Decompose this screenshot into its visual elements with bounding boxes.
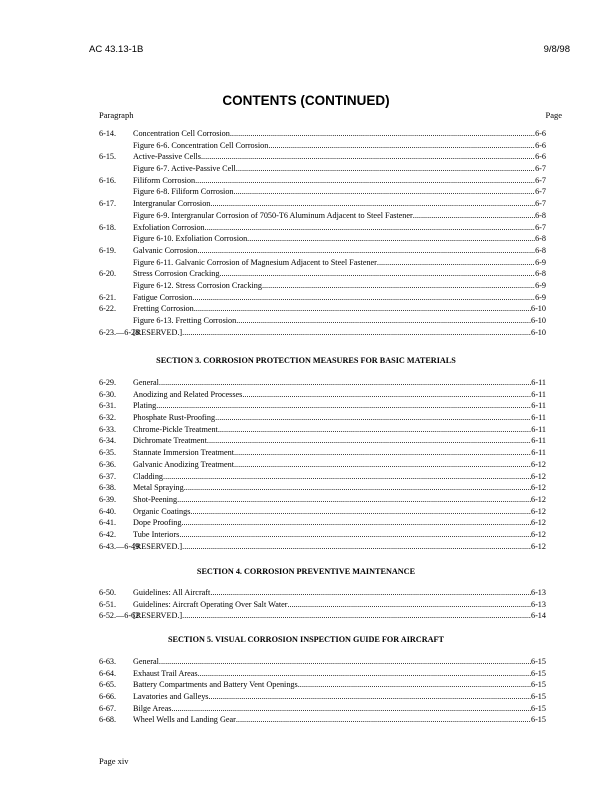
- toc-page-number: 6-11: [531, 448, 546, 458]
- toc-paragraph-number: 6-65.: [99, 680, 117, 690]
- dot-leader: [198, 668, 531, 680]
- toc-paragraph-number: 6-67.: [99, 703, 117, 713]
- toc-figure-entry[interactable]: [99, 186, 546, 198]
- toc-page-number: 6-7: [535, 222, 546, 232]
- dot-leader: [159, 656, 531, 668]
- toc-paragraph-number: 6-43.—6-49.: [99, 541, 142, 551]
- toc-entry-title: Intergranular Corrosion: [133, 199, 211, 209]
- toc-paragraph-number: 6-40.: [99, 506, 117, 516]
- dot-leader: [182, 327, 531, 339]
- toc-entry[interactable]: [99, 400, 546, 412]
- toc-page-number: 6-9: [535, 257, 546, 267]
- toc-page-number: 6-10: [530, 327, 546, 337]
- section-3-heading: SECTION 3. CORROSION PROTECTION MEASURES FOR BASIC MATERIALS: [156, 356, 456, 365]
- toc-page-number: 6-7: [535, 199, 546, 209]
- toc-entry-title: Stannate Immersion Treatment: [133, 448, 234, 458]
- toc-entry-title: Guidelines: All Aircraft: [133, 588, 211, 597]
- dot-leader: [171, 703, 531, 715]
- toc-entry[interactable]: [99, 459, 546, 471]
- toc-entry-title: Guidelines: Aircraft Operating Over Salt Water: [133, 599, 288, 609]
- page-title: CONTENTS (CONTINUED): [222, 93, 390, 108]
- toc-entry-title: Fatigue Corrosion: [133, 292, 193, 302]
- toc-page-number: 6-12: [530, 494, 546, 504]
- dot-leader: [194, 303, 531, 315]
- dot-leader: [247, 233, 535, 245]
- toc-paragraph-number: 6-64.: [99, 668, 117, 678]
- toc-page-number: 6-11: [531, 413, 546, 423]
- toc-entry[interactable]: [99, 599, 546, 611]
- dot-leader: [242, 389, 531, 401]
- toc-paragraph-number: 6-33.: [99, 424, 117, 434]
- toc-entry-title: General: [133, 657, 159, 666]
- toc-entry[interactable]: [99, 389, 546, 401]
- toc-page-number: 6-8: [535, 245, 546, 255]
- toc-paragraph-number: 6-42.: [99, 529, 117, 539]
- dot-leader: [210, 198, 535, 210]
- toc-paragraph-number: 6-30.: [99, 389, 117, 399]
- toc-entry[interactable]: [99, 679, 546, 691]
- dot-leader: [159, 377, 531, 389]
- toc-paragraph-number: 6-38.: [99, 483, 117, 493]
- toc-entry[interactable]: [99, 268, 546, 280]
- toc-paragraph-number: 6-17.: [99, 199, 117, 209]
- dot-leader: [230, 128, 535, 140]
- toc-paragraph-number: 6-50.: [99, 588, 117, 597]
- toc-page-number: 6-6: [535, 140, 546, 150]
- toc-page-number: 6-9: [535, 292, 546, 302]
- toc-figure-entry[interactable]: [99, 210, 546, 222]
- toc-entry-title: Cladding: [133, 471, 164, 481]
- toc-entry[interactable]: [99, 447, 546, 459]
- dot-leader: [195, 175, 535, 187]
- dot-leader: [184, 482, 531, 494]
- toc-entry-title: Figure 6-12. Stress Corrosion Cracking: [133, 280, 262, 290]
- toc-entry-title: Figure 6-11. Galvanic Corrosion of Magnesium Adjacent to Steel Fastener: [133, 257, 377, 267]
- toc-entry[interactable]: [99, 222, 546, 234]
- toc-entry[interactable]: [99, 506, 546, 518]
- toc-entry[interactable]: [99, 494, 546, 506]
- toc-entry[interactable]: [99, 175, 546, 187]
- toc-entry-title: [RESERVED.]: [133, 541, 183, 551]
- toc-page-number: 6-11: [531, 378, 546, 387]
- dot-leader: [236, 163, 535, 175]
- toc-entry[interactable]: [99, 703, 546, 715]
- toc-entry-title: Figure 6-13. Fretting Corrosion: [133, 316, 237, 325]
- toc-entry-title: Filiform Corrosion: [133, 175, 196, 185]
- toc-entry[interactable]: [99, 691, 546, 703]
- toc-entry-title: Exhaust Trail Areas: [133, 668, 198, 678]
- toc-page-number: 6-6: [535, 152, 546, 162]
- toc-paragraph-number: 6-29.: [99, 378, 117, 387]
- toc-paragraph-number: 6-35.: [99, 448, 117, 458]
- toc-entry-title: Exfoliation Corrosion: [133, 222, 205, 232]
- dot-leader: [190, 506, 531, 518]
- toc-entry-title: Lavatories and Galleys: [133, 692, 209, 702]
- toc-page-number: 6-15: [530, 703, 546, 713]
- toc-paragraph-number: 6-19.: [99, 245, 117, 255]
- toc-page-number: 6-11: [531, 389, 546, 399]
- toc-paragraph-number: 6-68.: [99, 715, 117, 725]
- document-id: AC 43.13-1B: [89, 44, 144, 55]
- toc-page-number: 6-15: [530, 668, 546, 678]
- toc-figure-entry[interactable]: [99, 140, 546, 152]
- toc-paragraph-number: 6-63.: [99, 657, 117, 666]
- toc-page-number: 6-7: [535, 187, 546, 197]
- toc-page-number: 6-10: [530, 304, 546, 314]
- dot-leader: [210, 587, 531, 599]
- toc-entry[interactable]: [99, 303, 546, 315]
- toc-entry[interactable]: [99, 482, 546, 494]
- dot-leader: [201, 151, 535, 163]
- dot-leader: [236, 714, 531, 726]
- toc-page-number: 6-12: [530, 529, 546, 539]
- toc-entry-title: Figure 6-8. Filiform Corrosion: [133, 187, 234, 197]
- toc-entry[interactable]: [99, 587, 546, 599]
- toc-entry[interactable]: [99, 424, 546, 436]
- toc-paragraph-number: 6-52.—6-62.: [99, 611, 142, 621]
- dot-leader: [218, 424, 531, 436]
- toc-page-number: 6-12: [530, 541, 546, 551]
- toc-page-number: 6-6: [535, 129, 546, 138]
- dot-leader: [262, 280, 535, 292]
- toc-paragraph-number: 6-51.: [99, 599, 117, 609]
- toc-entry[interactable]: [99, 541, 546, 553]
- toc-entry-title: Dope Proofing: [133, 518, 182, 528]
- dot-leader: [179, 529, 531, 541]
- toc-paragraph-number: 6-16.: [99, 175, 117, 185]
- toc-entry-title: Stress Corrosion Cracking: [133, 269, 220, 279]
- dot-leader: [219, 268, 535, 280]
- toc-section-5: [99, 656, 546, 726]
- toc-page-number: 6-15: [530, 657, 546, 666]
- toc-page-number: 6-9: [535, 280, 546, 290]
- toc-page-number: 6-12: [530, 506, 546, 516]
- dot-leader: [298, 679, 531, 691]
- toc-entry[interactable]: [99, 471, 546, 483]
- toc-entry-title: Plating: [133, 401, 157, 411]
- toc-page-number: 6-12: [530, 459, 546, 469]
- toc-entry[interactable]: [99, 292, 546, 304]
- paragraph-column-header: Paragraph: [99, 110, 134, 120]
- toc-entry[interactable]: [99, 245, 546, 257]
- toc-section-4: [99, 587, 546, 622]
- toc-paragraph-number: 6-37.: [99, 471, 117, 481]
- toc-paragraph-number: 6-15.: [99, 152, 117, 162]
- toc-entry-title: Fretting Corrosion: [133, 304, 194, 314]
- dot-leader: [182, 610, 531, 622]
- toc-page-number: 6-11: [531, 401, 546, 411]
- toc-figure-entry[interactable]: [99, 163, 546, 175]
- toc-figure-entry[interactable]: [99, 233, 546, 245]
- toc-entry[interactable]: [99, 377, 546, 389]
- toc-entry-title: Dichromate Treatment: [133, 436, 207, 446]
- toc-entry-title: Organic Coatings: [133, 506, 191, 516]
- toc-page-number: 6-11: [531, 436, 546, 446]
- toc-paragraph-number: 6-23.—6-28.: [99, 327, 142, 337]
- toc-entry-title: Chrome-Pickle Treatment: [133, 424, 218, 434]
- toc-figure-entry[interactable]: [99, 280, 546, 292]
- toc-entry[interactable]: [99, 412, 546, 424]
- toc-entry-title: Figure 6-9. Intergranular Corrosion of 7050-T6 Aluminum Adjacent to Steel Fastener: [133, 210, 413, 220]
- toc-figure-entry[interactable]: [99, 315, 546, 327]
- document-date: 9/8/98: [543, 44, 570, 55]
- toc-page-number: 6-12: [530, 483, 546, 493]
- toc-entry-title: Metal Spraying: [133, 483, 184, 493]
- toc-page-number: 6-11: [531, 424, 546, 434]
- section-4-heading: SECTION 4. CORROSION PREVENTIVE MAINTENANCE: [196, 567, 416, 576]
- toc-entry[interactable]: [99, 327, 546, 339]
- dot-leader: [163, 471, 531, 483]
- toc-entry-title: Galvanic Corrosion: [133, 245, 198, 255]
- toc-page-number: 6-12: [530, 518, 546, 528]
- toc-entry[interactable]: [99, 714, 546, 726]
- toc-entry-title: Concentration Cell Corrosion: [133, 129, 230, 138]
- toc-paragraph-number: 6-21.: [99, 292, 117, 302]
- toc-entry-title: Figure 6-7. Active-Passive Cell: [133, 164, 236, 174]
- dot-leader: [192, 292, 535, 304]
- toc-paragraph-number: 6-22.: [99, 304, 117, 314]
- dot-leader: [182, 541, 531, 553]
- toc-paragraph-number: 6-18.: [99, 222, 117, 232]
- toc-entry-title: Anodizing and Related Processes: [133, 389, 243, 399]
- toc-entry-title: Bilge Areas: [133, 703, 172, 713]
- toc-entry-title: Active-Passive Cells: [133, 152, 201, 162]
- toc-section-3: [99, 377, 546, 552]
- toc-paragraph-number: 6-31.: [99, 401, 117, 411]
- toc-entry-title: General: [133, 378, 159, 387]
- toc-entry-title: Battery Compartments and Battery Vent Openings: [133, 680, 298, 690]
- toc-entry-title: Tube Interiors: [133, 529, 180, 539]
- dot-leader: [413, 210, 535, 222]
- toc-entry-title: [RESERVED.]: [133, 327, 183, 337]
- toc-entry[interactable]: [99, 151, 546, 163]
- toc-figure-entry[interactable]: [99, 257, 546, 269]
- toc-entry[interactable]: [99, 198, 546, 210]
- dot-leader: [234, 447, 531, 459]
- toc-entry-title: Galvanic Anodizing Treatment: [133, 459, 234, 469]
- toc-page-number: 6-15: [530, 715, 546, 725]
- toc-entry[interactable]: [99, 610, 546, 622]
- toc-page-number: 6-14: [530, 611, 546, 621]
- dot-leader: [156, 400, 531, 412]
- toc-page-number: 6-15: [530, 680, 546, 690]
- dot-leader: [215, 412, 531, 424]
- toc-entry[interactable]: [99, 656, 546, 668]
- page-number: Page xiv: [99, 756, 129, 766]
- section-5-heading: SECTION 5. VISUAL CORROSION INSPECTION GUIDE FOR AIRCRAFT: [168, 635, 444, 644]
- toc-entry-title: Shot-Peening: [133, 494, 178, 504]
- toc-paragraph-number: 6-66.: [99, 692, 117, 702]
- toc-page-number: 6-8: [535, 210, 546, 220]
- dot-leader: [234, 186, 536, 198]
- toc-entry-title: Phosphate Rust-Proofing: [133, 413, 216, 423]
- toc-entry[interactable]: [99, 529, 546, 541]
- toc-paragraph-number: 6-20.: [99, 269, 117, 279]
- toc-paragraph-number: 6-34.: [99, 436, 117, 446]
- toc-page-number: 6-13: [530, 588, 546, 597]
- toc-paragraph-number: 6-39.: [99, 494, 117, 504]
- toc-page-number: 6-7: [535, 164, 546, 174]
- dot-leader: [268, 140, 535, 152]
- toc-entry-title: Wheel Wells and Landing Gear: [133, 715, 236, 725]
- dot-leader: [236, 315, 531, 327]
- toc-entry[interactable]: [99, 517, 546, 529]
- page-column-header: Page: [545, 110, 562, 120]
- toc-page-number: 6-12: [530, 471, 546, 481]
- toc-paragraph-number: 6-32.: [99, 413, 117, 423]
- toc-paragraph-number: 6-41.: [99, 518, 117, 528]
- dot-leader: [377, 257, 535, 269]
- toc-entry[interactable]: [99, 435, 546, 447]
- toc-entry-title: Figure 6-10. Exfoliation Corrosion: [133, 234, 248, 244]
- toc-page-number: 6-10: [530, 316, 546, 325]
- dot-leader: [177, 494, 531, 506]
- dot-leader: [181, 517, 531, 529]
- toc-entry-title: [RESERVED.]: [133, 611, 183, 621]
- dot-leader: [234, 459, 531, 471]
- dot-leader: [207, 435, 531, 447]
- toc-paragraph-number: 6-14.: [99, 129, 117, 138]
- dot-leader: [205, 222, 535, 234]
- dot-leader: [208, 691, 531, 703]
- toc-page-number: 6-8: [535, 269, 546, 279]
- toc-page-number: 6-8: [535, 234, 546, 244]
- dot-leader: [287, 599, 531, 611]
- toc-page-number: 6-7: [535, 175, 546, 185]
- toc-paragraph-number: 6-36.: [99, 459, 117, 469]
- toc-page-number: 6-13: [530, 599, 546, 609]
- dot-leader: [197, 245, 535, 257]
- toc-entry-title: Figure 6-6. Concentration Cell Corrosion: [133, 140, 269, 150]
- toc-entry[interactable]: [99, 128, 546, 140]
- toc-entry[interactable]: [99, 668, 546, 680]
- toc-page-number: 6-15: [530, 692, 546, 702]
- toc-group-corrosion-types: [99, 128, 546, 338]
